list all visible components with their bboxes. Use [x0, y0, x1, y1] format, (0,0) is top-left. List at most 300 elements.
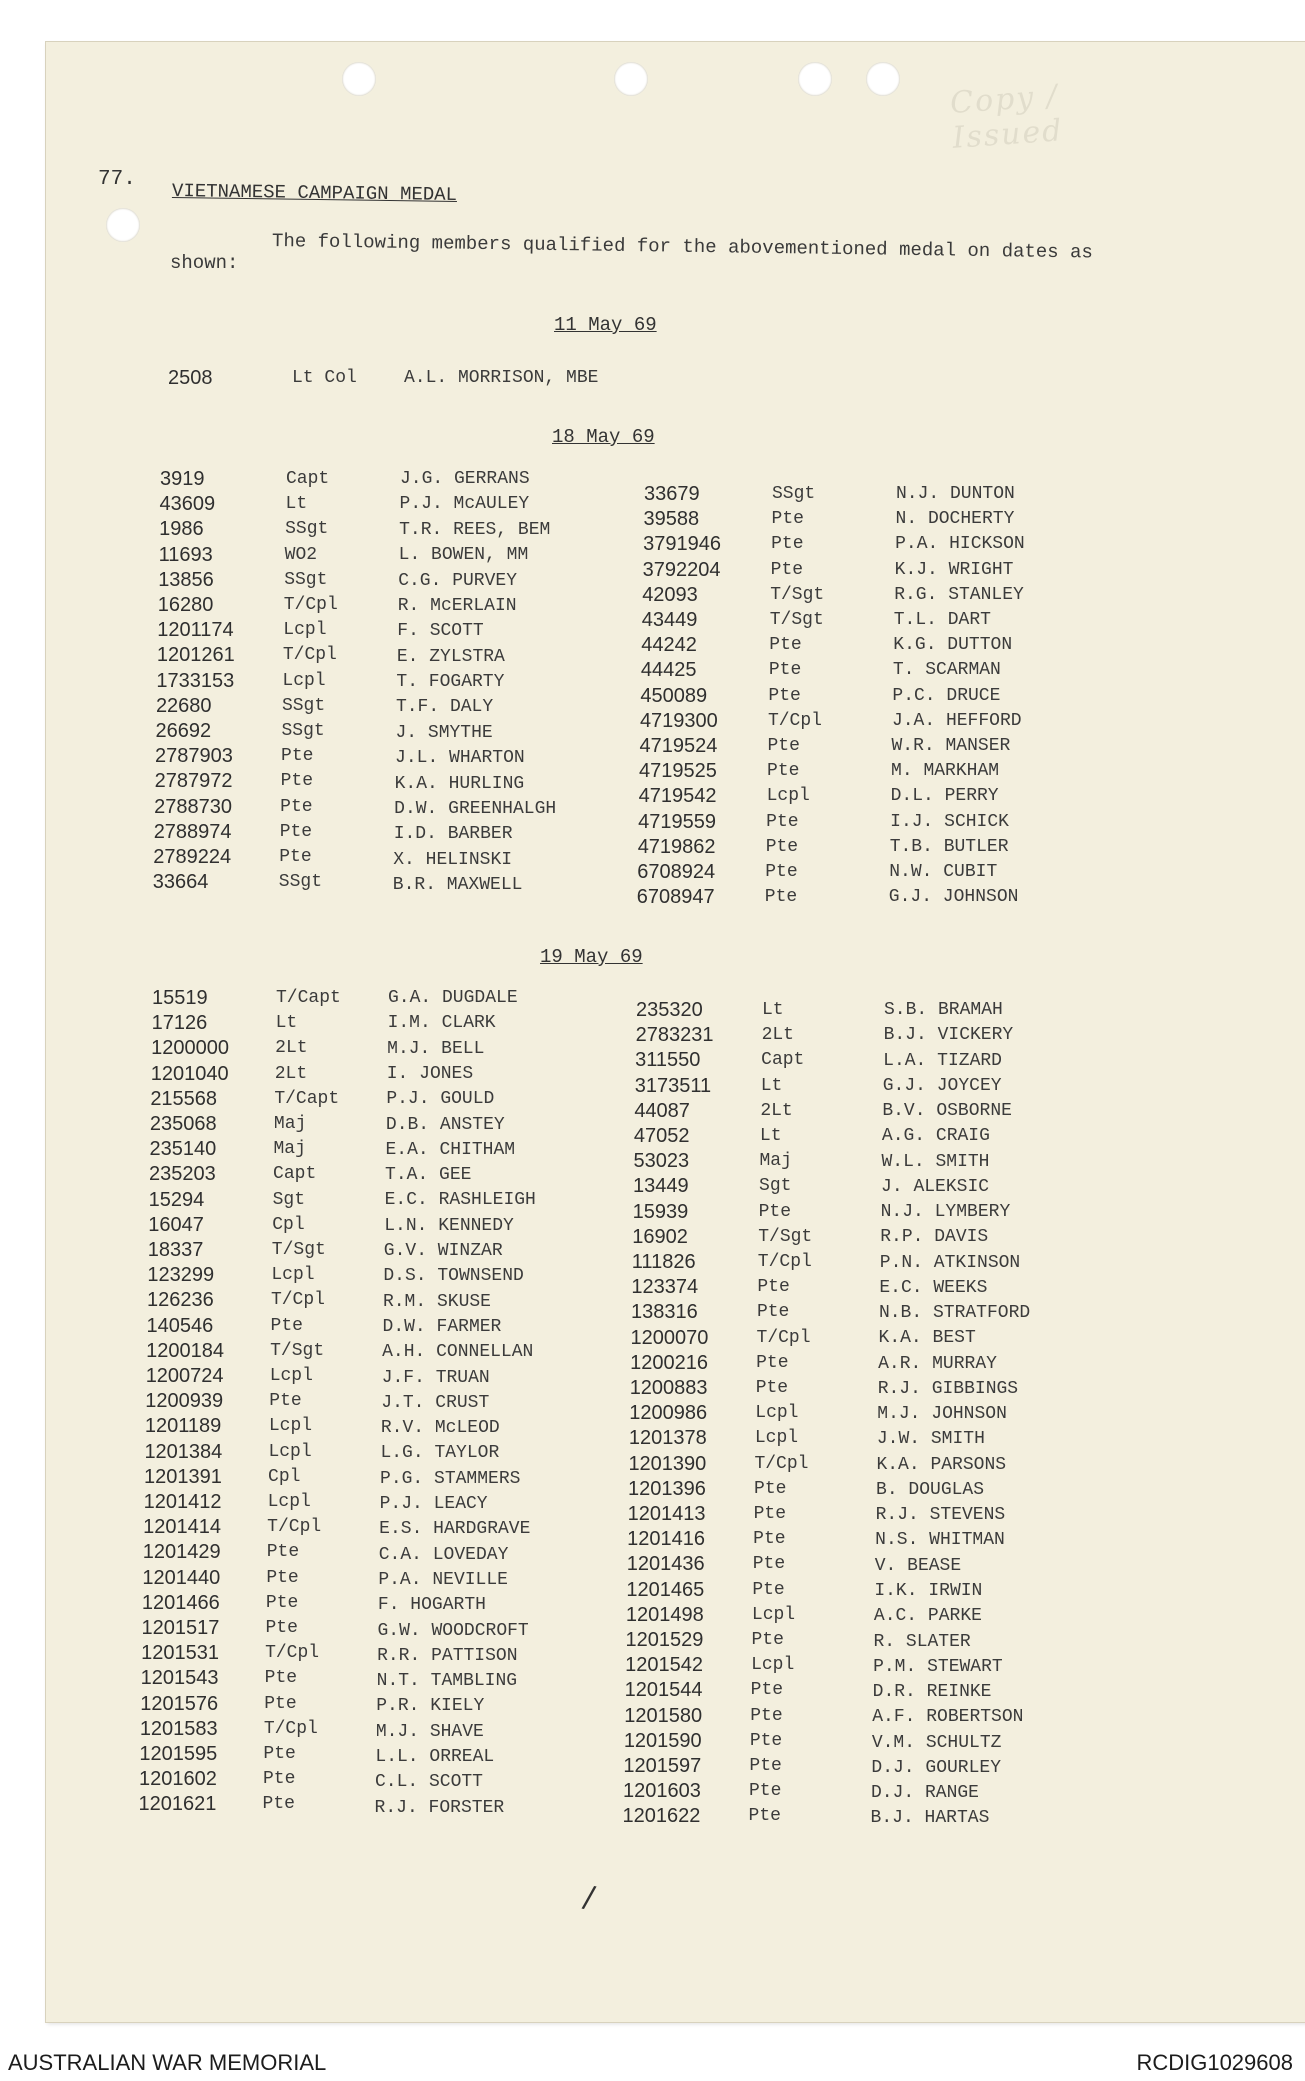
rank: Pte [764, 887, 798, 908]
rank: Pte [748, 1781, 782, 1802]
service-number: 1200184 [146, 1339, 224, 1362]
member-name: G.J. JOYCEY [882, 1075, 1002, 1096]
rank: Pte [768, 660, 802, 681]
member-name: R.G. STANLEY [894, 584, 1024, 605]
service-number: 1200000 [151, 1037, 230, 1060]
member-name: K.A. BEST [878, 1328, 976, 1349]
rank: Lcpl [268, 1416, 313, 1437]
rank: T/Sgt [270, 1340, 325, 1361]
rank: 2Lt [274, 1063, 308, 1084]
service-number: 4719862 [637, 835, 716, 858]
rank: Pte [757, 1277, 790, 1298]
service-number: 1201580 [624, 1704, 703, 1727]
service-number: 4719300 [639, 709, 718, 732]
rank: Pte [749, 1730, 783, 1751]
rank: T/Sgt [758, 1226, 813, 1247]
rank: SSgt [281, 695, 326, 716]
rank: Pte [769, 635, 802, 656]
service-number: 1201413 [627, 1503, 706, 1525]
service-number: 18337 [147, 1239, 204, 1261]
member-name: D.J. RANGE [870, 1783, 979, 1804]
rank: T/Cpl [767, 710, 822, 731]
service-number: 39588 [643, 508, 700, 531]
section-date-18-may: 18 May 69 [552, 426, 655, 448]
rank: Lcpl [766, 786, 810, 807]
rank: Pte [279, 847, 312, 867]
member-name: R. McERLAIN [397, 595, 517, 616]
rank: Maj [759, 1151, 792, 1172]
rank: Pte [770, 559, 804, 580]
member-name: C.A. LOVEDAY [378, 1544, 509, 1565]
service-number: 1201416 [627, 1528, 706, 1551]
service-number: 1200986 [629, 1402, 708, 1425]
member-name: A.C. PARKE [873, 1606, 982, 1627]
service-number: 11693 [158, 543, 213, 566]
service-number: 26692 [155, 720, 212, 742]
member-name: P.G. STAMMERS [380, 1468, 521, 1489]
service-number: 1200939 [145, 1390, 224, 1413]
service-number: 1201576 [140, 1692, 219, 1715]
member-name: K.G. DUTTON [893, 635, 1013, 656]
member-name: F. SCOTT [397, 621, 484, 642]
service-number: 1201429 [142, 1541, 221, 1564]
member-name: M. MARKHAM [891, 761, 1000, 782]
service-number: 1201465 [626, 1578, 705, 1601]
rank: Pte [280, 771, 313, 792]
rank: T/Capt [276, 988, 341, 1008]
service-number: 3919 [160, 468, 205, 490]
member-name: G.V. WINZAR [383, 1241, 503, 1261]
punch-hole [614, 62, 648, 96]
service-number: 1201621 [138, 1793, 217, 1816]
rank: 2Lt [760, 1100, 793, 1121]
rank: Pte [765, 836, 799, 857]
service-number: 1201542 [625, 1654, 703, 1677]
rank: Pte [280, 796, 313, 817]
rank: Pte [756, 1302, 790, 1323]
rank: T/Sgt [770, 584, 825, 605]
rank: Sgt [272, 1189, 306, 1210]
rank: Pte [758, 1201, 792, 1222]
member-name: N.J. DUNTON [896, 484, 1015, 504]
service-number: 111826 [631, 1251, 696, 1273]
rank: T/Cpl [270, 1290, 325, 1311]
rank: SSgt [285, 519, 329, 540]
service-number: 2783231 [635, 1024, 714, 1047]
rank: Pte [263, 1744, 296, 1764]
service-number: 53023 [633, 1150, 690, 1173]
member-name: R.J. FORSTER [374, 1797, 505, 1818]
service-number: 1201529 [625, 1629, 704, 1651]
member-name: V.M. SCHULTZ [871, 1732, 1002, 1753]
member-name: A.L. MORRISON, MBE [404, 368, 599, 388]
service-number: 126236 [146, 1289, 214, 1312]
rank: Pte [266, 1542, 300, 1563]
member-name: C.G. PURVEY [398, 570, 518, 591]
rank: Sgt [759, 1176, 792, 1197]
rank: Pte [750, 1705, 783, 1726]
service-number: 1201531 [141, 1642, 219, 1665]
member-name: A.F. ROBERTSON [872, 1707, 1024, 1728]
member-name: E.C. RASHLEIGH [384, 1190, 536, 1211]
member-name: N. DOCHERTY [895, 509, 1015, 530]
service-number: 4719525 [639, 760, 717, 783]
service-number: 1201378 [628, 1427, 707, 1450]
member-name: D.L. PERRY [890, 786, 999, 807]
service-number: 16280 [157, 594, 214, 616]
service-number: 140546 [146, 1314, 214, 1337]
member-name: J.T. CRUST [381, 1392, 490, 1413]
rank: T/Cpl [267, 1517, 322, 1538]
service-number: 33664 [152, 871, 209, 894]
member-name: N.B. STRATFORD [878, 1303, 1031, 1324]
punch-hole [866, 62, 900, 96]
rank: Capt [273, 1164, 317, 1185]
rank: Pte [756, 1352, 789, 1373]
member-name: N.S. WHITMAN [875, 1530, 1005, 1551]
rank: SSgt [284, 569, 328, 590]
member-name: T.L. DART [893, 610, 991, 630]
rank: T/Sgt [271, 1240, 326, 1260]
member-name: B.V. OSBORNE [882, 1101, 1012, 1122]
rank: Pte [755, 1378, 789, 1398]
member-name: L. BOWEN, MM [398, 545, 529, 566]
rank: Maj [273, 1139, 306, 1160]
service-number: 2789224 [153, 846, 232, 868]
service-number: 1201544 [624, 1679, 703, 1702]
service-number: 1201390 [628, 1452, 707, 1475]
rank: Pte [279, 821, 313, 842]
service-number: 215568 [150, 1087, 218, 1110]
service-number: 47052 [633, 1125, 690, 1147]
service-number: 1201595 [139, 1743, 218, 1765]
service-number: 13449 [633, 1175, 689, 1198]
member-name: D.S. TOWNSEND [383, 1266, 524, 1287]
member-name: A.H. CONNELLAN [382, 1342, 534, 1363]
footer-source: AUSTRALIAN WAR MEMORIAL [8, 2050, 327, 2075]
member-name: R.P. DAVIS [880, 1227, 989, 1248]
rank: Pte [752, 1554, 786, 1575]
service-number: 1201174 [157, 619, 234, 642]
service-number: 17126 [151, 1012, 208, 1035]
member-name: P.A. HICKSON [895, 534, 1025, 555]
member-name: N.W. CUBIT [889, 862, 998, 882]
service-number: 2788974 [153, 820, 232, 843]
member-name: L.G. TAYLOR [380, 1443, 500, 1464]
service-number: 1201391 [144, 1465, 222, 1488]
member-name: A.R. MURRAY [878, 1353, 997, 1374]
member-name: B.J. HARTAS [870, 1808, 990, 1829]
rank: SSgt [772, 484, 816, 504]
member-name: T.A. GEE [385, 1165, 472, 1186]
rank: Lcpl [269, 1366, 313, 1386]
service-number: 3791946 [643, 533, 721, 556]
member-name: K.A. PARSONS [876, 1454, 1007, 1475]
member-name: R.M. SKUSE [382, 1291, 491, 1312]
rank: Pte [753, 1529, 786, 1550]
member-name: P.C. DRUCE [892, 685, 1001, 706]
rank: Pte [753, 1504, 786, 1524]
member-name: N.J. LYMBERY [880, 1202, 1011, 1223]
rank: Lt [285, 494, 308, 515]
service-number: 44087 [634, 1099, 690, 1122]
service-number: 1201436 [626, 1553, 705, 1576]
rank: Lt [760, 1075, 783, 1096]
service-number: 2787903 [155, 745, 233, 768]
member-name: D.W. FARMER [382, 1316, 502, 1337]
service-number: 1201517 [141, 1617, 220, 1639]
rank: Pte [270, 1315, 303, 1336]
service-number: 235203 [149, 1163, 216, 1186]
member-name: T.F. DALY [395, 697, 494, 718]
rank: 2Lt [761, 1025, 794, 1046]
member-name: J. SMYTHE [395, 722, 493, 743]
service-number: 1201396 [628, 1477, 706, 1500]
service-number: 1201597 [623, 1755, 702, 1777]
service-number: 1201412 [143, 1491, 222, 1513]
rank: Pte [281, 746, 314, 767]
member-name: G.A. DUGDALE [388, 988, 518, 1008]
member-name: M.J. SHAVE [375, 1721, 484, 1742]
member-name: I.J. SCHICK [890, 811, 1009, 832]
member-name: R.R. PATTISON [377, 1645, 518, 1666]
member-name: D.B. ANSTEY [385, 1114, 505, 1135]
service-number: 44425 [640, 659, 697, 682]
rank: Pte [262, 1794, 295, 1815]
member-name: J.G. GERRANS [400, 469, 530, 489]
service-number: 6708947 [636, 886, 715, 909]
rank: Pte [266, 1567, 299, 1588]
rank: Lcpl [282, 670, 326, 691]
rank: T/Cpl [263, 1718, 318, 1739]
rank: T/Cpl [265, 1643, 320, 1664]
rank: Pte [771, 509, 804, 530]
rank: Lt Col [292, 368, 357, 388]
service-number: 3792204 [642, 558, 721, 581]
member-name: E.C. WEEKS [879, 1277, 988, 1298]
rank: Capt [761, 1050, 805, 1071]
service-number: 16047 [148, 1213, 204, 1236]
service-number: 1201384 [144, 1440, 223, 1463]
member-name: E.A. CHITHAM [385, 1139, 516, 1160]
intro-text-line1: The following members qualified for the abovementioned medal on dates as [271, 230, 1094, 264]
service-number: 15294 [148, 1188, 205, 1211]
service-number: 4719542 [638, 785, 717, 808]
rank: Pte [265, 1592, 299, 1613]
rank: T/Sgt [769, 610, 824, 630]
faint-stamp: Copy / Issued [948, 78, 1065, 156]
service-number: 1201622 [622, 1805, 701, 1828]
rank: Pte [269, 1391, 302, 1412]
section-date-19-may: 19 May 69 [540, 946, 643, 968]
member-name: P.J. GOULD [386, 1089, 495, 1110]
service-number: 33679 [644, 483, 700, 505]
rank: Pte [766, 811, 799, 832]
rank: Pte [750, 1680, 784, 1701]
rank: Pte [265, 1618, 298, 1638]
member-name: J.A. HEFFORD [891, 710, 1022, 731]
member-name: S.B. BRAMAH [884, 1000, 1003, 1020]
rank: Capt [286, 469, 330, 489]
service-number: 1200883 [629, 1377, 708, 1399]
member-name: J.F. TRUAN [381, 1367, 490, 1388]
member-name: J.L. WHARTON [395, 748, 525, 769]
service-number: 1201466 [141, 1591, 220, 1614]
member-name: L.L. ORREAL [375, 1747, 495, 1767]
service-number: 43449 [641, 609, 698, 631]
member-name: R. SLATER [873, 1631, 971, 1652]
service-number: 450089 [640, 684, 708, 707]
member-name: B.J. VICKERY [883, 1025, 1014, 1046]
member-name: M.J. BELL [387, 1038, 485, 1059]
member-name: T.B. BUTLER [889, 836, 1009, 857]
punch-hole [106, 208, 140, 242]
member-name: T. FOGARTY [396, 672, 505, 693]
service-number: 235068 [149, 1113, 217, 1135]
member-name: P.J. McAULEY [399, 494, 530, 515]
member-name: I. JONES [386, 1063, 474, 1084]
service-number: 16902 [632, 1225, 688, 1248]
rank: Pte [754, 1478, 787, 1499]
rank: Lcpl [751, 1604, 796, 1625]
service-number: 138316 [630, 1301, 698, 1324]
service-number: 2787972 [154, 770, 233, 793]
rank: Lcpl [271, 1265, 315, 1286]
service-number: 1201414 [143, 1516, 222, 1539]
service-number: 6708924 [637, 861, 716, 883]
service-number: 15519 [152, 987, 208, 1009]
member-name: T. SCARMAN [892, 660, 1001, 681]
rank: T/Cpl [282, 645, 337, 666]
member-name: K.J. WRIGHT [894, 559, 1014, 580]
service-number: 1201602 [138, 1768, 217, 1791]
rank: Lt [275, 1013, 298, 1034]
member-name: G.J. JOHNSON [888, 887, 1019, 908]
service-number: 1201040 [150, 1062, 229, 1085]
member-name: X. HELINSKI [393, 849, 513, 870]
member-name: W.L. SMITH [881, 1151, 990, 1172]
punch-hole [342, 62, 376, 96]
service-number: 1733153 [156, 669, 235, 692]
rank: Lt [759, 1126, 782, 1146]
rank: Pte [768, 685, 801, 706]
rank: Lcpl [754, 1428, 799, 1449]
rank: Pte [771, 534, 804, 555]
member-name: F. HOGARTH [377, 1595, 486, 1616]
member-name: R.J. STEVENS [875, 1505, 1006, 1526]
service-number: 13856 [158, 568, 214, 591]
member-name: P.N. ATKINSON [879, 1252, 1021, 1273]
member-name: P.J. LEACY [379, 1494, 488, 1514]
service-number: 123374 [631, 1276, 699, 1299]
member-name: L.N. KENNEDY [384, 1215, 514, 1236]
rank: T/Cpl [283, 595, 338, 615]
service-number: 4719559 [638, 810, 717, 833]
rank: Lcpl [267, 1492, 311, 1512]
service-number: 123299 [147, 1264, 215, 1287]
service-number: 1200724 [145, 1365, 224, 1387]
member-name: T.R. REES, BEM [399, 519, 551, 540]
member-name: R.V. McLEOD [380, 1418, 500, 1439]
rank: Pte [752, 1579, 785, 1600]
member-name: B.R. MAXWELL [392, 875, 523, 896]
rank: Pte [765, 862, 798, 882]
rank: Pte [767, 736, 800, 756]
service-number: 1201583 [139, 1717, 218, 1740]
rank: Pte [751, 1630, 784, 1650]
rank: Lt [762, 1000, 784, 1020]
member-name: A.G. CRAIG [881, 1126, 990, 1147]
service-number: 44242 [641, 634, 697, 657]
service-number: 1201590 [623, 1729, 702, 1752]
rank: Pte [264, 1693, 297, 1714]
punch-hole [798, 62, 832, 96]
rank: WO2 [284, 544, 318, 565]
rank: T/Capt [274, 1088, 340, 1109]
member-name: L.A. TIZARD [883, 1050, 1002, 1071]
service-number: 1986 [159, 518, 204, 541]
member-name: E. ZYLSTRA [396, 646, 505, 667]
member-name: K.A. HURLING [394, 773, 525, 794]
service-number: 1201543 [140, 1667, 219, 1690]
member-name: I.D. BARBER [393, 824, 513, 845]
member-name: B. DOUGLAS [876, 1479, 985, 1500]
intro-text-line2: shown: [170, 252, 239, 274]
rank: Lcpl [751, 1655, 795, 1676]
member-name: D.W. GREENHALGH [394, 798, 557, 819]
service-number: 15939 [632, 1200, 689, 1223]
service-number: 1201440 [142, 1566, 221, 1589]
member-name: G.W. WOODCROFT [377, 1620, 529, 1641]
member-name: W.R. MANSER [891, 736, 1011, 756]
member-name: E.S. HARDGRAVE [379, 1519, 531, 1540]
service-number: 1201603 [622, 1780, 701, 1803]
member-name: V. BEASE [874, 1555, 962, 1576]
member-name: N.T. TAMBLING [376, 1671, 518, 1692]
page-number: 77. [98, 168, 136, 191]
rank: T/Cpl [754, 1453, 809, 1474]
member-name: D.J. GOURLEY [871, 1757, 1002, 1778]
document-title: VIETNAMESE CAMPAIGN MEDAL [171, 180, 458, 206]
section-date-11-may: 11 May 69 [554, 314, 657, 336]
member-name: P.R. KIELY [376, 1696, 485, 1717]
service-number: 1201189 [144, 1415, 222, 1438]
member-name: J. ALEKSIC [881, 1176, 990, 1197]
rank: Pte [748, 1806, 781, 1827]
member-name: D.R. REINKE [872, 1682, 992, 1702]
rank: 2Lt [275, 1038, 308, 1059]
member-name: J.W. SMITH [876, 1429, 985, 1450]
service-number: 1200216 [630, 1351, 708, 1374]
service-number: 4719524 [639, 735, 718, 757]
rank: SSgt [278, 872, 323, 893]
rank: Pte [749, 1756, 782, 1776]
service-number: 22680 [155, 694, 212, 717]
service-number: 235140 [149, 1138, 217, 1161]
rank: T/Cpl [757, 1252, 812, 1272]
service-number: 42093 [642, 583, 698, 606]
rank: Lcpl [755, 1403, 799, 1424]
member-name: P.M. STEWART [873, 1656, 1003, 1677]
service-number: 311550 [635, 1049, 701, 1072]
rank: Lcpl [283, 620, 327, 641]
member-name: R.J. GIBBINGS [877, 1378, 1019, 1399]
rank: Lcpl [268, 1441, 312, 1462]
service-number: 1201261 [156, 644, 235, 667]
footer-id: RCDIG1029608 [1136, 2050, 1293, 2075]
rank: T/Cpl [756, 1327, 811, 1348]
member-name: I.K. IRWIN [874, 1580, 983, 1601]
